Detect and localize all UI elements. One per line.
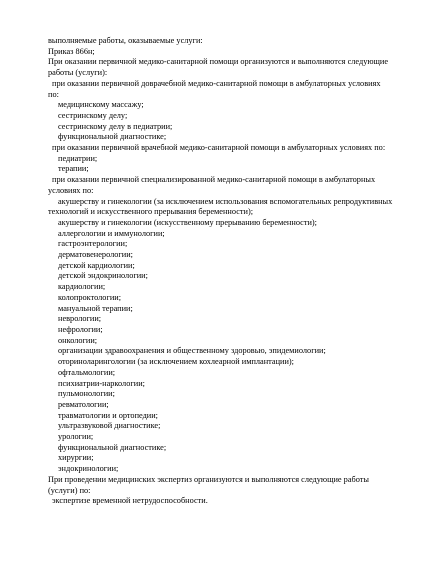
document-line: Приказ 866н; (48, 46, 95, 56)
document-line: колопроктологии; (58, 292, 122, 302)
document-line: офтальмологии; (58, 367, 116, 377)
document-line: технологий и искусственного прерывания беременности); (48, 207, 254, 217)
document-line: (услуги) по: (48, 485, 91, 495)
document-line: детской кардиологии; (58, 260, 135, 270)
document-line: мануальной терапии; (58, 303, 133, 313)
document-line: ультразвуковой диагностике; (58, 421, 161, 431)
document-line: медицинскому массажу; (58, 100, 144, 110)
document-line: оториноларингологии (за исключением кохлеарной имплантации); (58, 357, 294, 367)
document-line: акушерству и гинекологии (за исключением использования вспомогательных репродуктивных (58, 196, 393, 206)
document-line: травматологии и ортопедии; (58, 410, 158, 420)
document-line: При оказании первичной медико-санитарной помощи организуются и выполняются следующие (48, 57, 389, 67)
document-line: детской эндокринологии; (58, 271, 148, 281)
document-line: гастроэнтерологии; (58, 239, 128, 249)
document-line: хирургии; (58, 453, 94, 463)
document-line: дерматовенерологии; (58, 250, 133, 260)
document-line: урологии; (58, 432, 94, 442)
document-line: условиях по: (48, 185, 94, 195)
document-line: неврологии; (58, 314, 102, 324)
document-line: аллергологии и иммунологии; (58, 228, 165, 238)
document-line: организации здравоохранения и общественному здоровью, эпидемиологии; (58, 346, 326, 356)
document-line: нефрологии; (58, 324, 103, 334)
document-line: при оказании первичной специализированной медико-санитарной помощи в амбулаторных (52, 175, 376, 185)
document-line: выполняемые работы, оказываемые услуги: (48, 36, 203, 45)
document-line: акушерству и гинекологии (искусственному прерыванию беременности); (58, 217, 317, 227)
document-line: по: (48, 89, 59, 99)
document-body (48, 36, 400, 507)
document-line: пульмонологии; (58, 389, 115, 399)
document-line: психиатрии-наркологии; (58, 378, 145, 388)
document-line: функциональной диагностике; (58, 442, 167, 452)
document-line: педиатрии; (58, 153, 98, 163)
document-line: сестринскому делу; (58, 110, 128, 120)
document-line: работы (услуги): (48, 68, 108, 78)
document-line: кардиологии; (58, 282, 106, 292)
document-line: при оказании первичной доврачебной медико-санитарной помощи в амбулаторных условиях (52, 78, 381, 88)
document-line: сестринскому делу в педиатрии; (58, 121, 173, 131)
document-line: ревматологии; (58, 399, 109, 409)
document-line: при оказании первичной врачебной медико-санитарной помощи в амбулаторных условиях по: (52, 143, 386, 153)
document-line: При проведении медицинских экспертиз организуются и выполняются следующие работы (48, 474, 369, 484)
document-line: эндокринологии; (58, 464, 119, 474)
document-line: функциональной диагностике; (58, 132, 167, 142)
document-line: экспертизе временной нетрудоспособности. (52, 496, 208, 506)
document-line: терапии; (58, 164, 89, 174)
document-line: онкологии; (58, 335, 98, 345)
